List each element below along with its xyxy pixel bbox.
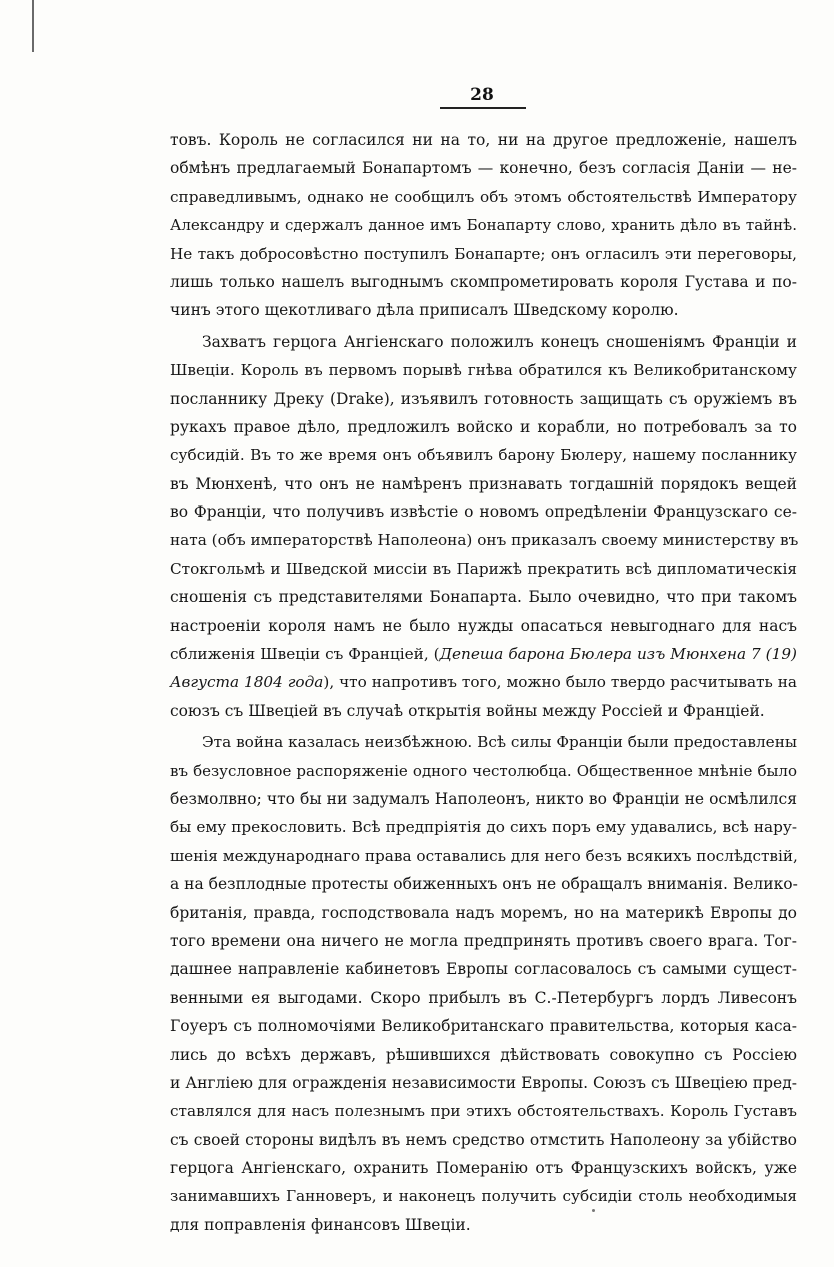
citation-line [170, 640, 797, 668]
text-line: лись до всѣхъ державъ, рѣшившихся дѣйствовать совокупно съ Россіею [170, 1045, 797, 1064]
text-line: лишь только нашелъ выгоднымъ скомпрометировать короля Густава и по- [170, 272, 797, 291]
text-line: союзъ съ Швеціей въ случаѣ открытія войны между Россіей и Франціей. [170, 701, 765, 720]
paragraph-3 [170, 728, 797, 1239]
citation-italic: Депеша барона Бюлера изъ Мюнхена 7 (19) [439, 645, 797, 664]
text-line: для поправленія финансовъ Швеціи. [170, 1215, 471, 1234]
text-line: того времени она ничего не могла предпринять противъ своего врага. Тог- [170, 931, 797, 950]
text-line: во Франціи, что получивъ извѣстіе о новомъ опредѣленіи Французскаго се- [170, 503, 797, 522]
citation-trail-text: ), что напротивъ того, можно было твердо расчитывать на [323, 673, 797, 692]
citation-italic: Августа 1804 года [170, 673, 324, 692]
text-line: товъ. Король не согласился ни на то, ни на другое предложеніе, нашелъ [170, 131, 797, 149]
header-rule [440, 107, 526, 109]
text-line: Швеціи. Король въ первомъ порывѣ гнѣва обратился къ Великобританскому [170, 361, 797, 380]
text-line: Стокгольмѣ и Шведской миссіи въ Парижѣ прекратить всѣ дипломатическія [170, 559, 797, 578]
text-line: справедливымъ, однако не сообщилъ объ этомъ обстоятельствѣ Императору [170, 187, 797, 206]
text-line: дашнее направленіе кабинетовъ Европы согласовалось съ самыми сущест- [170, 960, 797, 979]
text-line: обмѣнъ предлагаемый Бонапартомъ — конечно, безъ согласія Даніи — не- [170, 159, 797, 178]
text-line: Эта война казалась неизбѣжною. Всѣ силы Франціи были предоставлены [202, 733, 797, 752]
text-line: ставлялся для насъ полезнымъ при этихъ обстоятельствахъ. Король Густавъ [170, 1102, 797, 1121]
text-line: въ безусловное распоряженіе одного честолюбца. Общественное мнѣніе было [170, 761, 797, 780]
paragraph-2 [170, 328, 797, 725]
text-line: рукахъ правое дѣло, предложилъ войско и корабли, но потребовалъ за то [170, 417, 797, 436]
text-line: герцога Ангіенскаго, охранить Померанію отъ Французскихъ войскъ, уже [170, 1159, 797, 1178]
text-line: и Англіею для огражденія независимости Европы. Союзъ съ Швеціею пред- [170, 1073, 797, 1092]
text-line: а на безплодные протесты обиженныхъ онъ не обращалъ вниманія. Велико- [170, 875, 798, 894]
binding-edge-line [32, 0, 34, 52]
body-text [170, 126, 797, 1239]
text-line: безмолвно; что бы ни задумалъ Наполеонъ, никто во Франціи не осмѣлился [170, 789, 797, 808]
text-line: посланнику Дреку (Drake), изъявилъ готовность защищать съ оружіемъ въ [170, 389, 797, 408]
citation-line [170, 668, 797, 696]
text-line: занимавшихъ Ганноверъ, и наконецъ получить субсидіи столь необходимыя [170, 1187, 797, 1206]
text-line: Гоуеръ съ полномочіями Великобританскаго правительства, которыя каса- [170, 1017, 797, 1036]
text-line: Захватъ герцога Ангіенскаго положилъ конецъ сношеніямъ Франціи и [202, 332, 797, 351]
paragraph-1 [170, 126, 797, 325]
text-line: субсидій. Въ то же время онъ объявилъ барону Бюлеру, нашему посланнику [170, 446, 797, 465]
print-speck [592, 1209, 595, 1212]
text-line: британія, правда, господствовала надъ моремъ, но на материкѣ Европы до [170, 903, 797, 922]
text-line: въ Мюнхенѣ, что онъ не намѣренъ признавать тогдашній порядокъ вещей [170, 474, 797, 493]
text-line: венными ея выгодами. Скоро прибылъ въ С.-Петербургъ лордъ Ливесонъ [170, 988, 797, 1007]
page-number: 28 [470, 85, 494, 105]
text-line: ната (объ императорствѣ Наполеона) онъ приказалъ своему министерству въ [170, 531, 799, 550]
text-line: настроеніи короля намъ не было нужды опасаться невыгоднаго для насъ [170, 616, 797, 635]
text-line: бы ему прекословить. Всѣ предпріятія до сихъ поръ ему удавались, всѣ нару- [170, 818, 797, 837]
text-line: Не такъ добросовѣстно поступилъ Бонапарте; онъ огласилъ эти переговоры, [170, 244, 797, 263]
citation-lead-text: сближенія Швеціи съ Франціей, ( [170, 645, 440, 664]
text-line: Александру и сдержалъ данное имъ Бонапарту слово, хранить дѣло въ тайнѣ. [170, 216, 797, 235]
text-line: чинъ этого щекотливаго дѣла приписалъ Шведскому королю. [170, 301, 679, 320]
text-line: съ своей стороны видѣлъ въ немъ средство отмстить Наполеону за убійство [170, 1130, 797, 1149]
text-line: сношенія съ представителями Бонапарта. Было очевидно, что при такомъ [170, 588, 797, 607]
text-line: шенія международнаго права оставались для него безъ всякихъ послѣдствій, [170, 846, 798, 865]
